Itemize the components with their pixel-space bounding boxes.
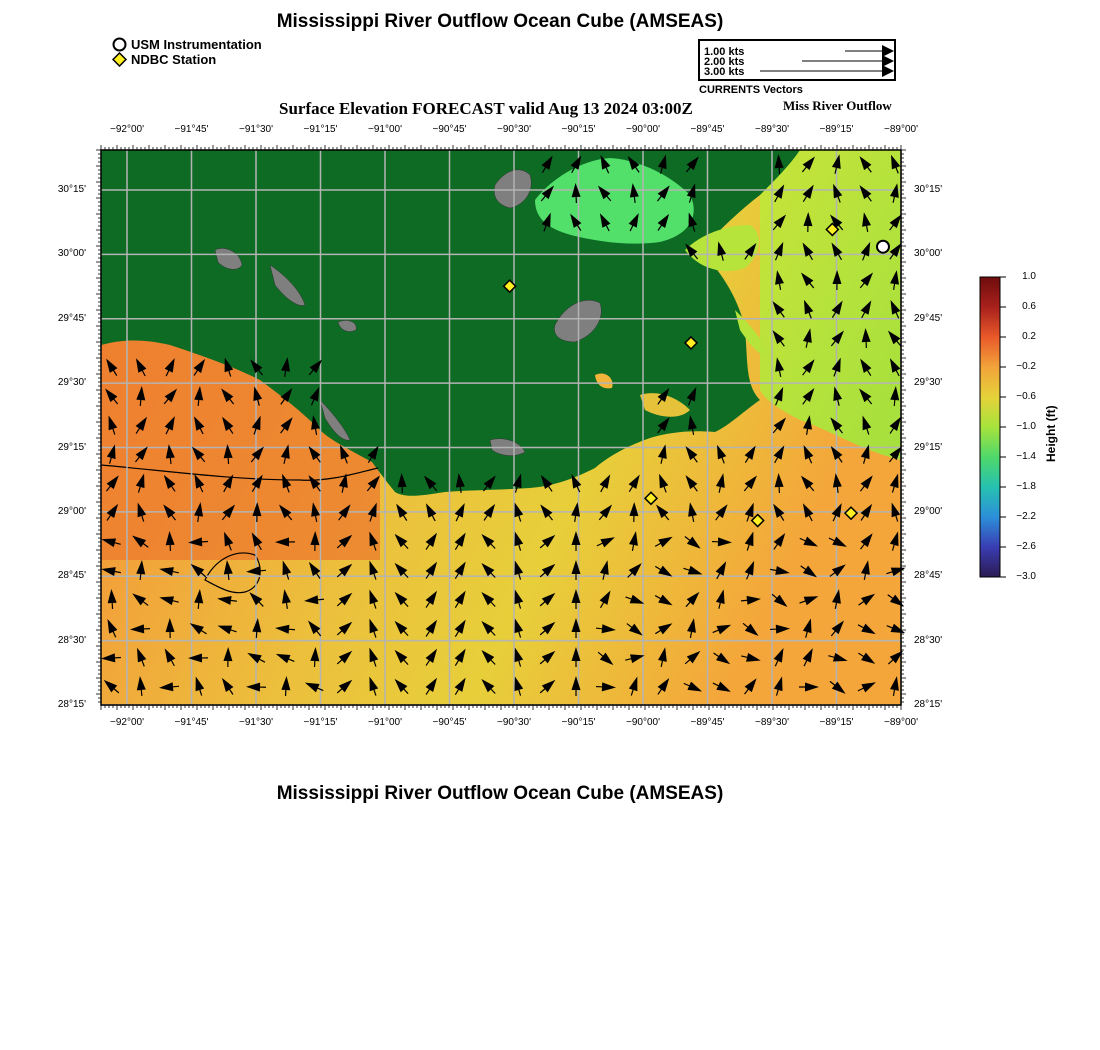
- colorbar-tick-label: −1.0: [1016, 421, 1036, 432]
- usm-instrument-marker: [877, 241, 889, 253]
- tick-label: −90°00': [626, 124, 660, 135]
- tick-label: 28°45': [914, 570, 943, 582]
- tick-label: −91°30': [239, 124, 273, 135]
- tick-label: 28°30': [914, 634, 943, 646]
- tick-label: 28°15': [57, 699, 86, 710]
- tick-label: −91°00': [368, 124, 402, 135]
- tick-label: 30°15': [914, 184, 943, 195]
- legend-label: USM Instrumentation: [131, 37, 262, 52]
- region-label: Miss River Outflow: [783, 98, 892, 113]
- colorbar-ticks: [1000, 277, 1006, 577]
- tick-label: 29°00': [57, 505, 86, 517]
- tick-label: 29°45': [57, 312, 86, 324]
- tick-label: −90°45': [432, 124, 467, 135]
- vector-key-label: 1.00 kts: [704, 46, 745, 58]
- colorbar-ramp: [980, 277, 1000, 577]
- colorbar-tick-label: −2.2: [1016, 511, 1036, 522]
- colorbar-tick-label: −2.6: [1016, 541, 1036, 552]
- map-subtitle: Surface Elevation FORECAST valid Aug 13 2024 03:00Z: [279, 99, 693, 118]
- colorbar-tick-label: −1.4: [1016, 451, 1036, 462]
- colorbar-tick-label: −3.0: [1016, 571, 1036, 582]
- tick-label: 29°15': [57, 441, 86, 453]
- tick-label: 30°00': [914, 248, 943, 260]
- tick-label: −92°00': [110, 124, 144, 135]
- tick-label: −90°30': [497, 124, 531, 135]
- tick-label: −90°45': [432, 717, 467, 728]
- tick-label: −89°45': [690, 124, 725, 135]
- tick-label: −90°15': [561, 124, 596, 135]
- tick-label: 30°15': [57, 184, 86, 195]
- tick-label: 28°15': [914, 699, 943, 710]
- tick-label: −91°15': [303, 717, 338, 728]
- tick-label: 29°30': [57, 377, 86, 389]
- tick-label: −89°15': [819, 717, 854, 728]
- tick-label: −91°45': [174, 124, 209, 135]
- tick-label: 29°00': [914, 505, 943, 517]
- tick-label: −89°15': [819, 124, 854, 135]
- tick-label: −89°30': [755, 717, 789, 728]
- colorbar-tick-label: −1.8: [1016, 481, 1036, 492]
- tick-label: −89°00': [884, 124, 918, 135]
- tick-label: 28°45': [57, 570, 86, 582]
- colorbar-title: Height (ft): [1044, 405, 1058, 462]
- tick-label: −90°15': [561, 717, 596, 728]
- tick-label: −91°45': [174, 717, 209, 728]
- tick-label: −91°30': [239, 717, 273, 728]
- tick-label: −91°15': [303, 124, 338, 135]
- page-title: Mississippi River Outflow Ocean Cube (AMSEAS): [276, 11, 724, 32]
- tick-label: 29°30': [914, 377, 943, 389]
- tick-label: −90°00': [626, 717, 660, 728]
- tick-label: −89°00': [884, 717, 918, 728]
- tick-label: −89°30': [755, 124, 789, 135]
- vector-key-label: 3.00 kts: [704, 66, 745, 78]
- colorbar-tick-label: −0.6: [1016, 391, 1036, 402]
- tick-label: 28°30': [57, 634, 86, 646]
- tick-label: −89°45': [690, 717, 725, 728]
- colorbar-tick-label: 0.2: [1022, 331, 1036, 342]
- tick-label: −90°30': [497, 717, 531, 728]
- page-title-repeat: Mississippi River Outflow Ocean Cube (AMSEAS): [276, 783, 724, 804]
- legend-label: NDBC Station: [131, 52, 217, 67]
- tick-label: −91°00': [368, 717, 402, 728]
- vector-key-caption: CURRENTS Vectors: [699, 84, 803, 96]
- colorbar-tick-label: −0.2: [1016, 361, 1036, 372]
- tick-label: 29°45': [914, 312, 943, 324]
- vector-key-label: 2.00 kts: [704, 56, 745, 68]
- colorbar-tick-label: 1.0: [1022, 271, 1036, 282]
- colorbar-tick-label: 0.6: [1022, 301, 1036, 312]
- tick-label: −92°00': [110, 717, 144, 728]
- tick-label: 30°00': [57, 248, 86, 260]
- tick-label: 29°15': [914, 441, 943, 453]
